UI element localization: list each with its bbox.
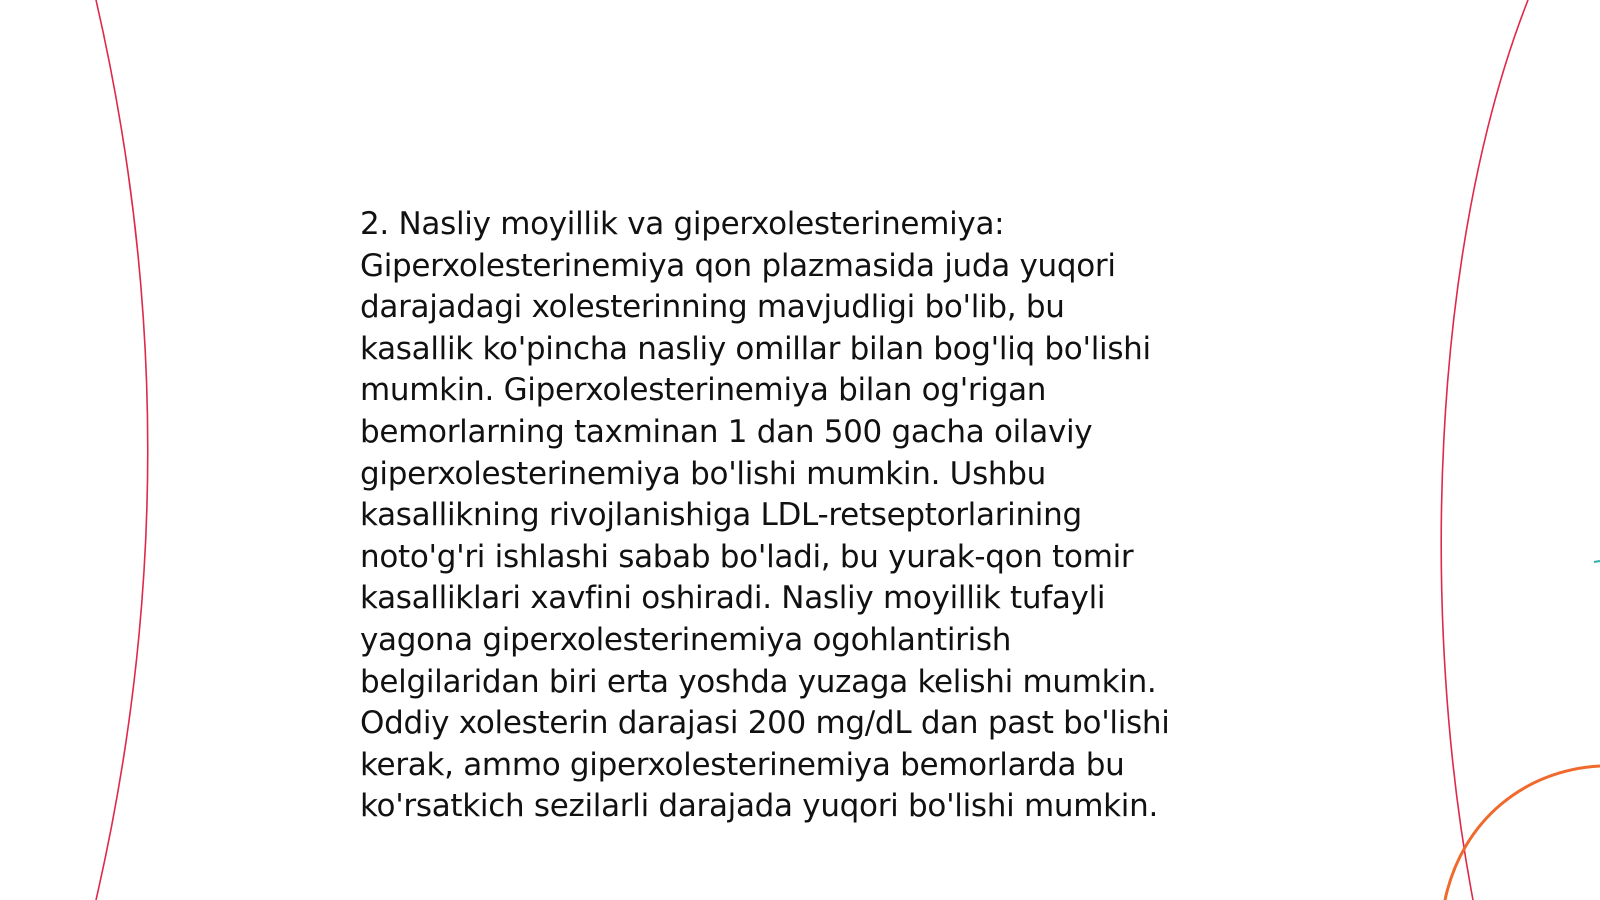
text-line: Oddiy xolesterin darajasi 200 mg/dL dan past bo'lishi xyxy=(360,705,1170,742)
text-line: kerak, ammo giperxolesterinemiya bemorlarda bu xyxy=(360,746,1125,783)
text-line: belgilaridan biri erta yoshda yuzaga kelishi mumkin. xyxy=(360,663,1157,700)
orange-arc xyxy=(1445,766,1600,900)
slide-body-text xyxy=(360,204,1240,828)
text-line: bemorlarning taxminan 1 dan 500 gacha oilaviy xyxy=(360,413,1093,450)
text-line: mumkin. Giperxolesterinemiya bilan og'rigan xyxy=(360,372,1047,409)
text-line: Giperxolesterinemiya qon plazmasida juda yuqori xyxy=(360,247,1116,284)
text-line: yagona giperxolesterinemiya ogohlantirish xyxy=(360,621,1012,658)
teal-accent-mark xyxy=(1594,561,1600,562)
text-line: ko'rsatkich sezilarli darajada yuqori bo'lishi mumkin. xyxy=(360,788,1159,825)
text-line: kasallik ko'pincha nasliy omillar bilan bog'liq bo'lishi xyxy=(360,330,1151,367)
right-curve-line xyxy=(1441,0,1528,900)
text-line: noto'g'ri ishlashi sabab bo'ladi, bu yurak-qon tomir xyxy=(360,538,1134,575)
text-line: darajadagi xolesterinning mavjudligi bo'lib, bu xyxy=(360,289,1065,326)
text-line: giperxolesterinemiya bo'lishi mumkin. Ushbu xyxy=(360,455,1046,492)
left-curve-line xyxy=(96,0,148,900)
text-line: 2. Nasliy moyillik va giperxolesterinemiya: xyxy=(360,206,1005,242)
text-line: kasallikning rivojlanishiga LDL-retseptorlarining xyxy=(360,497,1082,534)
text-line: kasalliklari xavfini oshiradi. Nasliy moyillik tufayli xyxy=(360,580,1106,617)
